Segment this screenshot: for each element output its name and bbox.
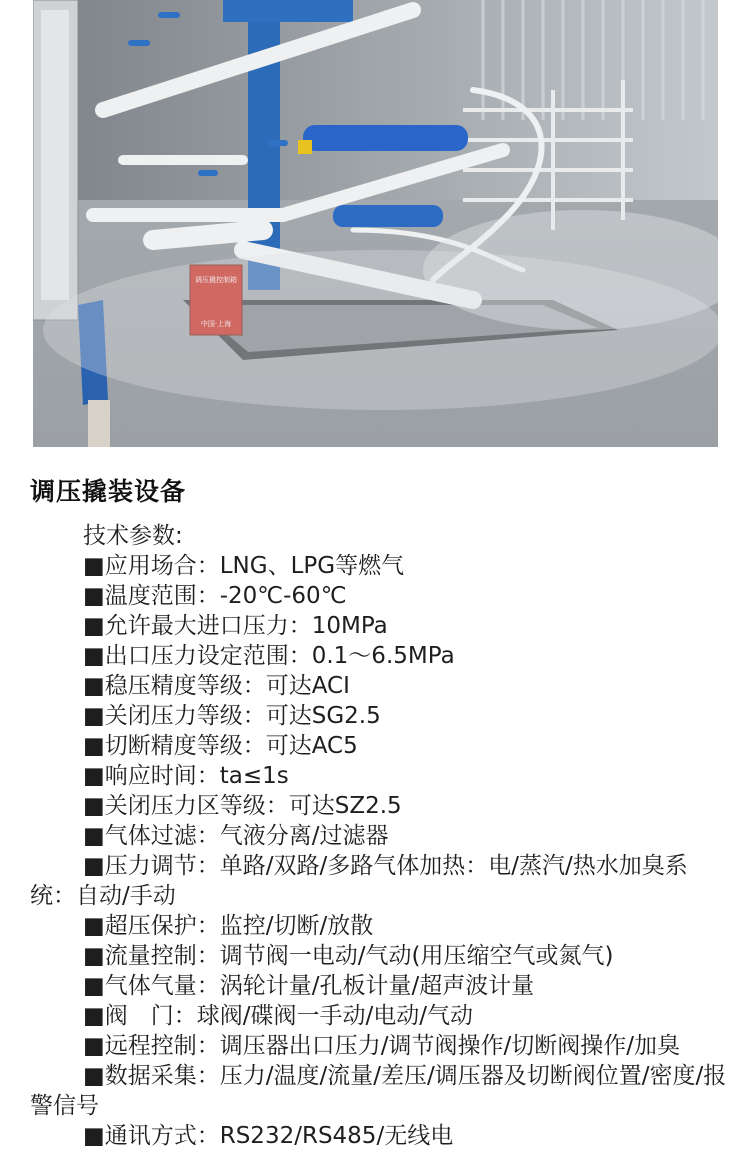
param-line: ■稳压精度等级：可达ACI [83, 673, 350, 699]
param-line: ■响应时间：ta≤1s [83, 763, 289, 789]
param-line: ■远程控制：调压器出口压力/调节阀操作/切断阀操作/加臭 [83, 1033, 680, 1059]
product-photo [33, 0, 718, 447]
param-line: ■切断精度等级：可达AC5 [83, 733, 358, 759]
param-line: ■数据采集：压力/温度/流量/差压/调压器及切断阀位置/密度/报警信号 [30, 1063, 727, 1119]
skid-equipment-illustration [33, 0, 718, 447]
param-line: ■阀 门：球阀/碟阀一手动/电动/气动 [83, 1003, 473, 1029]
param-line: ■出口压力设定范围：0.1～6.5MPa [83, 643, 455, 669]
param-line: 技术参数: [83, 523, 183, 549]
param-line: ■气体气量：涡轮计量/孔板计量/超声波计量 [83, 973, 535, 999]
param-line: ■温度范围：-20℃-60℃ [83, 583, 347, 609]
param-line: ■压力调节：单路/双路/多路气体加热：电/蒸汽/热水加臭系统：自动/手动 [30, 853, 688, 909]
param-line: ■通讯方式：RS232/RS485/无线电 [83, 1123, 454, 1149]
param-line: ■气体过滤：气液分离/过滤器 [83, 823, 389, 849]
param-line: ■关闭压力等级：可达SG2.5 [83, 703, 381, 729]
param-line: ■流量控制：调节阀一电动/气动(用压缩空气或氮气) [83, 943, 614, 969]
param-line: ■超压保护：监控/切断/放散 [83, 913, 374, 939]
param-line: ■应用场合：LNG、LPG等燃气 [83, 553, 405, 579]
panel-label-top: 调压撬控制箱 [195, 276, 237, 284]
param-line: ■允许最大进口压力：10MPa [83, 613, 388, 639]
panel-label-bottom: 中国·上海 [200, 320, 232, 328]
technical-parameters [30, 521, 730, 1151]
param-line: ■关闭压力区等级：可达SZ2.5 [83, 793, 402, 819]
section-title: 调压撬装设备 [30, 477, 187, 506]
